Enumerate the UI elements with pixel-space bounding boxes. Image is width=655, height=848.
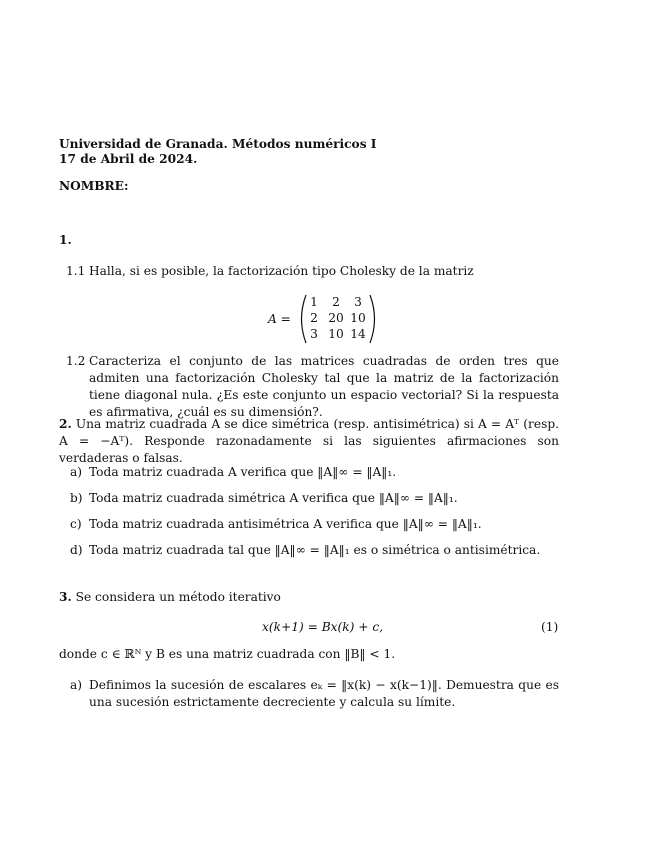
name-label: NOMBRE: [59,179,129,193]
matrix-cell: 3 [310,327,318,341]
header-line-2: 17 de Abril de 2024. [59,152,198,166]
q2-item-c-text: Toda matriz cuadrada antisimétrica A verifica que ‖A‖∞ = ‖A‖₁. [89,517,482,531]
q1-item-2-label: 1.2 [66,354,86,368]
q3-after: donde c ∈ ℝᴺ y B es una matriz cuadrada con ‖B‖ < 1. [59,647,396,661]
matrix-cell: 2 [332,295,340,309]
q2-intro: Una matriz cuadrada A se dice simétrica (resp. antisimétrica) si A = Aᵀ (resp. A = −Aᵀ). Responde razonadamente si las siguientes afirmaciones son verdaderas o falsas. [59,417,559,465]
matrix-cell: 1 [310,295,318,309]
q2-number: 2. [59,417,72,431]
q3-item-a-text: Definimos la sucesión de escalares eₖ = ‖x(k) − x(k−1)‖. Demuestra que es una sucesión estrictamente decreciente y calcula su límite. [89,678,559,709]
matrix-cell: 10 [328,327,344,341]
q3-equation: x(k+1) = Bx(k) + c, [262,620,384,634]
matrix-cell: 14 [350,327,366,341]
q3-item-a-label: a) [70,678,83,692]
q1-item-1-label: 1.1 [66,264,86,278]
q3-intro: Se considera un método iterativo [75,590,281,604]
q1-item-2-text: Caracteriza el conjunto de las matrices cuadradas de orden tres que admiten una factorización Cholesky tal que la matriz de la factorización tiene diagonal nula. ¿Es este conjunto un espacio vectorial? Si la respuesta es afirmativa, ¿cuál es su dimensión?. [89,354,559,419]
q2-item-c-label: c) [70,517,82,531]
q3-equation-number: (1) [541,620,559,634]
matrix-cell: 20 [328,311,344,325]
q2-item-d-text: Toda matriz cuadrada tal que ‖A‖∞ = ‖A‖₁ es o simétrica o antisimétrica. [89,543,541,557]
header-line-1: Universidad de Granada. Métodos numéricos I [59,137,377,151]
matrix-cell: 10 [350,311,366,325]
q3-intro-block [59,589,559,606]
q2-item-a-label: a) [70,465,83,479]
q3-number: 3. [59,590,72,604]
matrix-lhs: A = [268,312,291,326]
q2-item-a-text: Toda matriz cuadrada A verifica que ‖A‖∞ = ‖A‖₁. [89,465,397,479]
q1-number: 1. [59,233,72,247]
q2-intro-block [59,416,559,467]
matrix-cell: 2 [310,311,318,325]
q1-item-1-text: Halla, si es posible, la factorización tipo Cholesky de la matriz [89,264,474,278]
q2-item-d-label: d) [70,543,83,557]
q2-item-b-label: b) [70,491,83,505]
matrix-cell: 3 [354,295,362,309]
q2-item-b-text: Toda matriz cuadrada simétrica A verifica que ‖A‖∞ = ‖A‖₁. [89,491,458,505]
